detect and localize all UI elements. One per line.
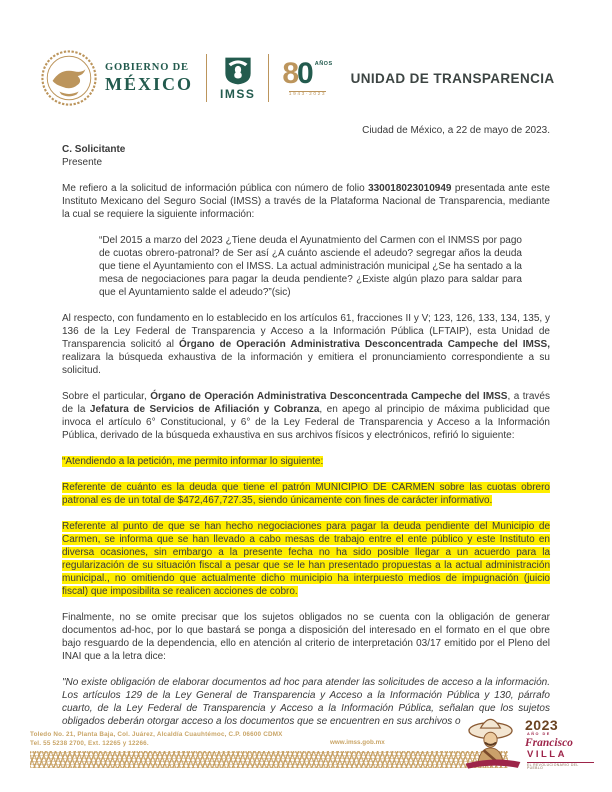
villa-last-name: VILLA [527, 749, 567, 761]
highlight-text: “Atendiendo a la petición, me permito informar lo siguiente: [62, 456, 324, 467]
gobierno-de-mexico-logo [40, 49, 193, 107]
80-logo-anos-label: AÑOS [314, 60, 333, 67]
gobierno-de-mexico-wordmark [105, 63, 193, 94]
ooad-campeche-bold: Órgano de Operación Administrativa Desconcentrada Campeche del IMSS, [178, 339, 550, 350]
response-b2: Jefatura de Servicios de Afiliación y Cobranza [89, 404, 320, 415]
imss-logo [220, 56, 255, 101]
villa-first-name: Francisco [525, 736, 573, 749]
highlighted-intro-line [62, 455, 550, 468]
gobierno-line2: MÉXICO [105, 74, 193, 95]
villa-year: 2023 [525, 717, 559, 733]
villa-ano-de: AÑO DE [527, 732, 551, 736]
francisco-villa-illustration-icon [464, 712, 522, 774]
legal-text-pre: Al respecto, con fundamento en lo establecido en los artículos 61, fracciones II y V; 123, 126, 133, 134, 135, y 136 de la Ley Federal de Transparencia y Acceso a la Información Pública (LFTAIP), esta Unidad de Transparencia solicitó al [62, 313, 550, 350]
intro-paragraph [62, 182, 550, 221]
villa-logo-text [525, 718, 594, 771]
footer-address-line2: Tel. 55 5238 2700, Ext. 12265 y 12266. [30, 740, 149, 747]
imss-emblem-icon [222, 56, 254, 86]
intro-text-post: presentada ante este Instituto Mexicano del Seguro Social (IMSS) a través de la Plataforma Nacional de Transparencia, mediante la cual se requiere la siguiente información: [62, 183, 550, 220]
response-b1: Órgano de Operación Administrativa Desconcentrada Campeche del IMSS [150, 391, 508, 402]
highlight-text: Referente de cuánto es la deuda que tiene el patrón MUNICIPIO DE CARMEN sobre las cuotas obrero patronal es de un total de $472,467,727.35, siendo únicamente con fines de carácter informativo. [62, 482, 550, 506]
salutation: Presente [62, 157, 103, 168]
final-paragraph: Finalmente, no se omite precisar que los sujetos obligados no se cuenta con la obligación de generar documentos ad-hoc, por lo que bastará se ponga a disposición del interesado en el formato en el que obre bajo resguardo de la dependencia, ello en atención al criterio de interpretación 03/17 emitido por el Pleno del INAI que a la letra dice: [62, 612, 550, 662]
80-logo-digit-0: 0 [297, 56, 314, 90]
letter-content [62, 124, 550, 728]
request-quote: “Del 2015 a marzo del 2023 ¿Tiene deuda el Ayunatmiento del Carmen con el INMSS por pago de cuotas obrero-patronal? de Ser así ¿A cuánto asciende el adeudo? segregar años la deuda que tiene el Ayuntamiento con el IMSS. La actual administración municipal ¿Se ha sentado a la mesa de negociaciones para pagar la deuda pendiente? ¿Existe algún plazo para saldar para que el Ayuntamiento salde el adeudo?”(sic) [99, 235, 522, 298]
response-paragraph [62, 390, 550, 442]
80-logo-digit-8: 8 [282, 56, 298, 90]
imss-80-years-logo [282, 56, 333, 98]
response-p3: , en apego al principio de máxima publicidad que invoca el artículo 6° Constitucional, y 6° de la Ley Federal de Transparencia y Acceso a la Información Pública, derivado de la búsqueda exhaustiva en sus archivos físicos y electrónicos, refirió lo siguiente: [62, 404, 550, 441]
footer-address [30, 730, 283, 748]
response-p1: Sobre el particular, [62, 391, 151, 402]
mexico-eagle-seal-icon [40, 49, 98, 107]
gobierno-line1: GOBIERNO DE [105, 61, 189, 73]
date-line: Ciudad de México, a 22 de mayo de 2023. [362, 125, 550, 136]
response-p2: , a través de la [62, 391, 550, 415]
document-header [0, 0, 612, 112]
inai-criterion-quote: "No existe obligación de elaborar documentos ad hoc para atender las solicitudes de acceso a la información. Los artículos 129 de la Ley General de Transparencia y Acceso a la Información Pública y 130, párrafo cuarto, de la Ley Federal de Transparencia y Acceso a la Información Pública, señalan que los sujetos obligados deberán otorgar acceso a los documentos que se encuentren en sus archivos o [62, 677, 550, 727]
footer-website: www.imss.gob.mx [330, 739, 385, 746]
recipient: C. Solicitante [62, 144, 126, 155]
footer-address-line1: Toledo No. 21, Planta Baja, Col. Juárez, Alcaldía Cuauhtémoc, C.P. 06600 CDMX [30, 731, 283, 738]
imss-logo-label: IMSS [220, 86, 256, 101]
legal-paragraph [62, 312, 550, 377]
80-logo-years: 1943·2023 [288, 91, 327, 97]
intro-text-pre: Me refiero a la solicitud de información pública con número de folio [62, 183, 369, 194]
highlighted-debt-paragraph [62, 481, 550, 507]
highlight-text: Referente al punto de que se han hecho negociaciones para pagar la deuda pendiente del Municipio de Carmen, se informa que se han llevado a cabo mesas de trabajo entre el ente público y este Instituto en diversa ocasiones, sin embargo a la presente fecha no ha sido posible llegar a un acuerdo para la regularización de su situación fiscal a pesar que se le han presentado propuestas a la actual administración municipal., no omitiendo que actualmente dicho municipio ha interpuesto medios de impugnación (juicio fiscal) que imposibilita se realicen acciones de cobro. [62, 521, 550, 597]
villa-tagline: EL REVOLUCIONARIO DEL PUEBLO [527, 762, 594, 771]
highlighted-negotiations-paragraph [62, 520, 550, 598]
folio-number: 330018023010949 [368, 183, 452, 194]
aztec-pattern-band [30, 751, 508, 768]
header-divider [206, 54, 207, 102]
legal-text-post: realizara la búsqueda exhaustiva de la información y emitiera el pronunciamiento correspondiente a su solicitud. [62, 352, 550, 376]
header-divider [268, 54, 269, 102]
unit-title: UNIDAD DE TRANSPARENCIA [350, 70, 555, 86]
francisco-villa-2023-logo [464, 712, 594, 778]
